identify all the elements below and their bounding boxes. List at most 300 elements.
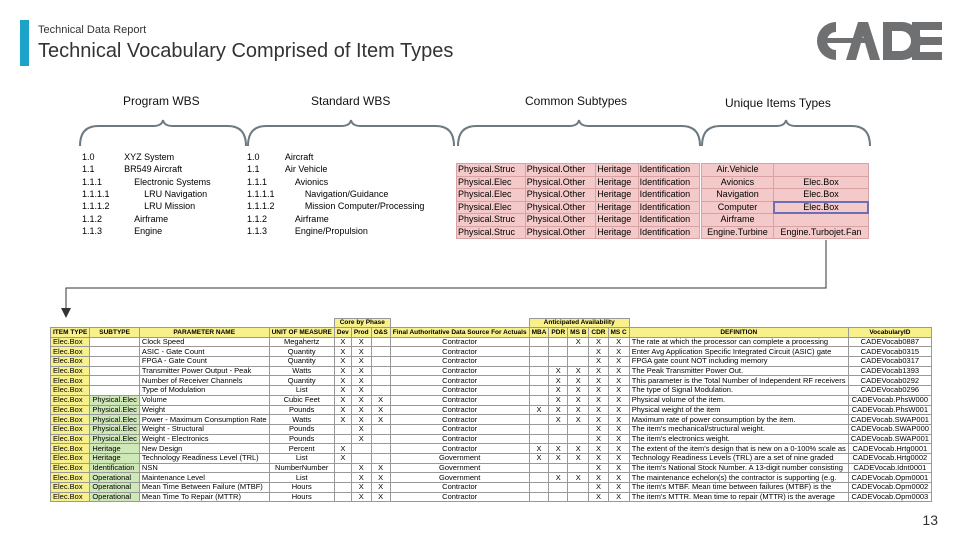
detail-cell bbox=[549, 434, 568, 444]
unique-items-table bbox=[701, 163, 869, 239]
detail-cell: Quantity bbox=[269, 357, 334, 367]
detail-cell: Weight - Electronics bbox=[139, 434, 269, 444]
detail-cell bbox=[371, 376, 390, 386]
detail-cell bbox=[549, 357, 568, 367]
detail-cell: X bbox=[351, 337, 371, 347]
detail-cell bbox=[549, 347, 568, 357]
table-row bbox=[51, 366, 932, 376]
detail-cell bbox=[529, 376, 549, 386]
detail-cell: X bbox=[371, 415, 390, 425]
detail-cell: X bbox=[351, 434, 371, 444]
detail-cell bbox=[568, 492, 589, 502]
wbs-code: 1.0 bbox=[247, 152, 260, 163]
unique-item-row bbox=[702, 201, 869, 214]
subtype-cell: Physical.Other bbox=[525, 176, 595, 189]
detail-cell: Elec.Box bbox=[51, 376, 90, 386]
detail-cell: Volume bbox=[139, 395, 269, 405]
wbs-row bbox=[80, 225, 243, 237]
detail-cell: X bbox=[608, 357, 629, 367]
wbs-code: 1.1.3 bbox=[247, 225, 268, 236]
detail-cell bbox=[529, 483, 549, 493]
unique-item-cell: Avionics bbox=[702, 176, 774, 189]
unique-items-brace bbox=[700, 118, 872, 148]
common-subtypes-table bbox=[456, 163, 700, 239]
page-number: 13 bbox=[922, 512, 938, 528]
subtype-row bbox=[457, 164, 700, 177]
detail-cell: X bbox=[589, 463, 608, 473]
detail-header-cell: SUBTYPE bbox=[90, 328, 140, 338]
detail-cell: Elec.Box bbox=[51, 483, 90, 493]
subtype-cell: Physical.Elec bbox=[457, 201, 526, 214]
detail-cell: X bbox=[608, 463, 629, 473]
unique-items-label: Unique Items Types bbox=[725, 96, 831, 110]
subtype-cell: Heritage bbox=[596, 201, 638, 214]
detail-cell: X bbox=[549, 453, 568, 463]
wbs-code: 1.1.1.1 bbox=[247, 189, 275, 200]
wbs-name: Electronic Systems bbox=[134, 176, 211, 187]
unique-item-row bbox=[702, 226, 869, 239]
detail-cell: X bbox=[549, 376, 568, 386]
detail-cell: Operational bbox=[90, 483, 140, 493]
detail-cell: Clock Speed bbox=[139, 337, 269, 347]
table-row bbox=[51, 337, 932, 347]
detail-cell: X bbox=[334, 415, 351, 425]
detail-cell: Pounds bbox=[269, 434, 334, 444]
wbs-row bbox=[80, 151, 243, 163]
wbs-code: 1.1 bbox=[247, 164, 260, 175]
detail-cell: Government bbox=[390, 473, 529, 483]
detail-cell: Physical.Elec bbox=[90, 405, 140, 415]
detail-cell bbox=[529, 347, 549, 357]
detail-cell: Contractor bbox=[390, 337, 529, 347]
unique-item-cell: Engine.Turbojet.Fan bbox=[773, 226, 868, 239]
table-row bbox=[51, 347, 932, 357]
detail-cell: X bbox=[608, 453, 629, 463]
detail-cell: FPGA - Gate Count bbox=[139, 357, 269, 367]
detail-cell: X bbox=[529, 453, 549, 463]
detail-cell: X bbox=[608, 473, 629, 483]
detail-cell: CADEVocab.Hrtg0002 bbox=[848, 453, 931, 463]
detail-cell: X bbox=[351, 347, 371, 357]
unique-item-row bbox=[702, 176, 869, 189]
detail-header-cell: MBA bbox=[529, 328, 549, 338]
detail-cell: Elec.Box bbox=[51, 444, 90, 454]
detail-cell: CADEVocab.Opm0001 bbox=[848, 473, 931, 483]
wbs-code: 1.1.1.1 bbox=[82, 189, 110, 200]
detail-cell: X bbox=[371, 483, 390, 493]
subtype-cell: Physical.Other bbox=[525, 164, 595, 177]
detail-cell: Mean Time Between Failure (MTBF) bbox=[139, 483, 269, 493]
detail-cell: X bbox=[589, 415, 608, 425]
wbs-row bbox=[245, 212, 455, 224]
wbs-name: LRU Navigation bbox=[144, 189, 208, 200]
table-row bbox=[51, 405, 932, 415]
detail-cell: X bbox=[608, 386, 629, 396]
table-row bbox=[51, 463, 932, 473]
detail-cell: Hours bbox=[269, 492, 334, 502]
detail-cell: The Peak Transmitter Power Out. bbox=[629, 366, 848, 376]
program-wbs-label: Program WBS bbox=[123, 94, 200, 108]
detail-cell: X bbox=[568, 415, 589, 425]
program-wbs-table bbox=[80, 151, 243, 237]
detail-cell bbox=[371, 347, 390, 357]
table-row bbox=[51, 376, 932, 386]
wbs-name: XYZ System bbox=[124, 152, 175, 163]
detail-cell: X bbox=[351, 366, 371, 376]
subtype-row bbox=[457, 214, 700, 227]
detail-cell bbox=[371, 434, 390, 444]
detail-cell: Physical.Elec bbox=[90, 424, 140, 434]
detail-cell: X bbox=[568, 337, 589, 347]
detail-cell: Watts bbox=[269, 415, 334, 425]
detail-cell bbox=[549, 483, 568, 493]
table-row bbox=[51, 473, 932, 483]
table-row bbox=[51, 424, 932, 434]
detail-cell: CADEVocab0317 bbox=[848, 357, 931, 367]
detail-cell: Technology Readiness Level (TRL) bbox=[139, 453, 269, 463]
common-subtypes-label: Common Subtypes bbox=[525, 94, 628, 108]
detail-cell: X bbox=[568, 473, 589, 483]
detail-cell: X bbox=[334, 366, 351, 376]
detail-cell bbox=[529, 463, 549, 473]
detail-cell: X bbox=[589, 357, 608, 367]
wbs-code: 1.1.1 bbox=[247, 176, 268, 187]
detail-cell bbox=[529, 492, 549, 502]
detail-cell: Heritage bbox=[90, 453, 140, 463]
detail-cell bbox=[334, 483, 351, 493]
detail-cell: X bbox=[589, 483, 608, 493]
detail-cell: The extent of the item's design that is new on a 0-100% scale as bbox=[629, 444, 848, 454]
detail-cell: X bbox=[529, 405, 549, 415]
detail-cell bbox=[90, 386, 140, 396]
detail-cell: Pounds bbox=[269, 424, 334, 434]
unique-item-row bbox=[702, 214, 869, 227]
detail-cell: X bbox=[608, 395, 629, 405]
detail-cell: X bbox=[549, 366, 568, 376]
unique-item-cell: Elec.Box bbox=[773, 201, 868, 214]
detail-cell: Elec.Box bbox=[51, 424, 90, 434]
detail-cell: Elec.Box bbox=[51, 453, 90, 463]
detail-cell: CADEVocab.SWAP000 bbox=[848, 424, 931, 434]
detail-header-cell: Final Authoritative Data Source For Actuals bbox=[390, 328, 529, 338]
unique-item-cell bbox=[773, 214, 868, 227]
detail-cell: CADEVocab0315 bbox=[848, 347, 931, 357]
detail-cell: NumberNumber bbox=[269, 463, 334, 473]
wbs-name: Engine bbox=[134, 225, 163, 236]
elec-box-parameter-table bbox=[50, 318, 932, 502]
detail-cell bbox=[529, 357, 549, 367]
detail-cell bbox=[90, 366, 140, 376]
detail-cell: X bbox=[371, 395, 390, 405]
detail-cell: X bbox=[334, 395, 351, 405]
subtype-cell: Identification bbox=[638, 214, 699, 227]
detail-cell: X bbox=[589, 473, 608, 483]
detail-cell: Contractor bbox=[390, 366, 529, 376]
detail-cell: X bbox=[334, 337, 351, 347]
detail-cell: Cubic Feet bbox=[269, 395, 334, 405]
detail-cell: Contractor bbox=[390, 376, 529, 386]
detail-cell bbox=[568, 357, 589, 367]
table-row bbox=[51, 395, 932, 405]
detail-cell bbox=[529, 434, 549, 444]
detail-cell: X bbox=[549, 444, 568, 454]
detail-cell bbox=[568, 347, 589, 357]
wbs-name: Avionics bbox=[294, 176, 329, 187]
detail-cell: Heritage bbox=[90, 444, 140, 454]
detail-header-cell: VocabularyID bbox=[848, 328, 931, 338]
wbs-name: LRU Mission bbox=[144, 201, 196, 212]
detail-cell: X bbox=[334, 357, 351, 367]
page-title: Technical Vocabulary Comprised of Item Types bbox=[38, 40, 454, 62]
detail-cell bbox=[529, 395, 549, 405]
common-subtypes-brace bbox=[456, 118, 702, 148]
detail-cell: Watts bbox=[269, 366, 334, 376]
detail-cell: X bbox=[589, 424, 608, 434]
detail-cell: X bbox=[351, 395, 371, 405]
detail-header-cell: UNIT OF MEASURE bbox=[269, 328, 334, 338]
cade-logo bbox=[812, 16, 944, 66]
detail-cell: X bbox=[549, 386, 568, 396]
detail-cell: X bbox=[351, 492, 371, 502]
detail-cell bbox=[549, 492, 568, 502]
subtype-row bbox=[457, 226, 700, 239]
detail-cell: X bbox=[608, 337, 629, 347]
detail-cell: X bbox=[549, 473, 568, 483]
detail-cell: X bbox=[589, 366, 608, 376]
detail-cell: X bbox=[608, 483, 629, 493]
program-wbs-brace bbox=[78, 118, 248, 148]
detail-cell bbox=[334, 424, 351, 434]
detail-cell: X bbox=[351, 376, 371, 386]
detail-cell: CADEVocab.Idnt0001 bbox=[848, 463, 931, 473]
detail-cell bbox=[351, 444, 371, 454]
wbs-code: 1.0 bbox=[82, 152, 95, 163]
detail-cell: X bbox=[568, 395, 589, 405]
detail-cell: Type of Modulation bbox=[139, 386, 269, 396]
detail-cell: X bbox=[371, 473, 390, 483]
wbs-row bbox=[245, 188, 455, 200]
detail-cell: X bbox=[351, 405, 371, 415]
detail-cell: Elec.Box bbox=[51, 434, 90, 444]
wbs-name: Aircraft bbox=[284, 152, 314, 163]
subtype-cell: Physical.Elec bbox=[457, 176, 526, 189]
table-row bbox=[51, 434, 932, 444]
detail-cell: X bbox=[589, 337, 608, 347]
detail-header-cell: PARAMETER NAME bbox=[139, 328, 269, 338]
detail-cell: CADEVocab.Hrtg0001 bbox=[848, 444, 931, 454]
wbs-code: 1.1.2 bbox=[82, 213, 103, 224]
detail-cell: CADEVocab.Opm0003 bbox=[848, 492, 931, 502]
detail-cell: Elec.Box bbox=[51, 337, 90, 347]
unique-item-row bbox=[702, 164, 869, 177]
wbs-row bbox=[80, 176, 243, 188]
detail-cell: The rate at which the processor can complete a processing bbox=[629, 337, 848, 347]
detail-cell: X bbox=[568, 444, 589, 454]
subtype-cell: Identification bbox=[638, 189, 699, 202]
detail-cell bbox=[334, 463, 351, 473]
unique-item-cell: Computer bbox=[702, 201, 774, 214]
detail-cell: Quantity bbox=[269, 376, 334, 386]
detail-cell: X bbox=[608, 444, 629, 454]
detail-cell: The item's National Stock Number. A 13-digit number consisting bbox=[629, 463, 848, 473]
detail-header-cell: O&S bbox=[371, 328, 390, 338]
detail-cell: X bbox=[334, 376, 351, 386]
subtype-cell: Identification bbox=[638, 176, 699, 189]
detail-cell: Contractor bbox=[390, 395, 529, 405]
table-row bbox=[51, 444, 932, 454]
detail-cell bbox=[371, 366, 390, 376]
detail-cell: List bbox=[269, 386, 334, 396]
detail-cell bbox=[549, 463, 568, 473]
wbs-name: Airframe bbox=[294, 213, 329, 224]
wbs-code: 1.1.1.2 bbox=[82, 201, 110, 212]
detail-cell: ASIC - Gate Count bbox=[139, 347, 269, 357]
detail-cell: X bbox=[608, 347, 629, 357]
detail-cell bbox=[371, 386, 390, 396]
detail-cell: X bbox=[351, 386, 371, 396]
detail-cell bbox=[568, 434, 589, 444]
detail-cell: Hours bbox=[269, 483, 334, 493]
detail-cell: CADEVocab.Opm0002 bbox=[848, 483, 931, 493]
detail-cell: Contractor bbox=[390, 492, 529, 502]
detail-cell: X bbox=[351, 463, 371, 473]
wbs-row bbox=[80, 163, 243, 175]
detail-cell: Government bbox=[390, 453, 529, 463]
detail-cell: Government bbox=[390, 463, 529, 473]
detail-cell: X bbox=[529, 444, 549, 454]
detail-cell: NSN bbox=[139, 463, 269, 473]
detail-cell: The item's MTBF. Mean time between failures (MTBF) is the bbox=[629, 483, 848, 493]
detail-cell: FPGA gate count NOT including memory bbox=[629, 357, 848, 367]
detail-cell bbox=[529, 415, 549, 425]
detail-cell: CADEVocab.PhsW000 bbox=[848, 395, 931, 405]
subtype-cell: Physical.Other bbox=[525, 201, 595, 214]
detail-cell bbox=[371, 453, 390, 463]
detail-cell: Percent bbox=[269, 444, 334, 454]
unique-item-cell: Air.Vehicle bbox=[702, 164, 774, 177]
detail-cell: Operational bbox=[90, 473, 140, 483]
wbs-code: 1.1.2 bbox=[247, 213, 268, 224]
detail-cell: Mean Time To Repair (MTTR) bbox=[139, 492, 269, 502]
detail-cell bbox=[371, 357, 390, 367]
detail-cell: CADEVocab.SWAP001 bbox=[848, 434, 931, 444]
detail-cell: CADEVocab0292 bbox=[848, 376, 931, 386]
detail-cell: Contractor bbox=[390, 424, 529, 434]
detail-cell: X bbox=[568, 453, 589, 463]
detail-cell: X bbox=[371, 405, 390, 415]
detail-cell: X bbox=[371, 463, 390, 473]
detail-cell: Contractor bbox=[390, 415, 529, 425]
detail-cell: Maximum rate of power consumption by the item. bbox=[629, 415, 848, 425]
detail-cell bbox=[334, 434, 351, 444]
wbs-name: Airframe bbox=[134, 213, 169, 224]
wbs-row bbox=[245, 225, 455, 237]
detail-cell: CADEVocab0887 bbox=[848, 337, 931, 347]
detail-cell: The item's mechanical/structural weight. bbox=[629, 424, 848, 434]
detail-cell bbox=[549, 424, 568, 434]
subtype-cell: Identification bbox=[638, 226, 699, 239]
detail-cell bbox=[90, 337, 140, 347]
table-row bbox=[51, 386, 932, 396]
detail-cell: X bbox=[589, 395, 608, 405]
detail-cell: X bbox=[334, 444, 351, 454]
detail-cell: X bbox=[568, 376, 589, 386]
detail-cell: X bbox=[568, 405, 589, 415]
table-row bbox=[51, 483, 932, 493]
detail-cell: CADEVocab1393 bbox=[848, 366, 931, 376]
unique-item-cell bbox=[773, 164, 868, 177]
detail-cell bbox=[351, 453, 371, 463]
unique-item-row bbox=[702, 189, 869, 202]
core-by-phase-group: Core by Phase bbox=[334, 319, 390, 328]
detail-cell bbox=[371, 444, 390, 454]
detail-cell bbox=[90, 357, 140, 367]
detail-cell: X bbox=[608, 405, 629, 415]
detail-cell: CADEVocab.PhsW001 bbox=[848, 405, 931, 415]
detail-header-cell: Prod bbox=[351, 328, 371, 338]
unique-item-cell: Navigation bbox=[702, 189, 774, 202]
detail-cell: X bbox=[589, 405, 608, 415]
subtype-cell: Physical.Struc bbox=[457, 226, 526, 239]
elec-box-connector-arrow bbox=[56, 238, 832, 320]
detail-cell: Physical.Elec bbox=[90, 395, 140, 405]
detail-header-cell: Dev bbox=[334, 328, 351, 338]
subtype-cell: Physical.Elec bbox=[457, 189, 526, 202]
detail-header-cell: DEFINITION bbox=[629, 328, 848, 338]
detail-cell: The maintenance echelon(s) the contractor is supporting (e.g. bbox=[629, 473, 848, 483]
unique-item-cell: Airframe bbox=[702, 214, 774, 227]
detail-cell: The type of Signal Modulation. bbox=[629, 386, 848, 396]
anticipated-availability-group: Anticipated Availability bbox=[529, 319, 629, 328]
subtype-cell: Physical.Struc bbox=[457, 164, 526, 177]
detail-header-cell: ITEM TYPE bbox=[51, 328, 90, 338]
unique-item-cell: Elec.Box bbox=[773, 176, 868, 189]
detail-cell: X bbox=[351, 473, 371, 483]
detail-cell: Elec.Box bbox=[51, 463, 90, 473]
subtype-cell: Heritage bbox=[596, 164, 638, 177]
wbs-row bbox=[80, 188, 243, 200]
subtype-cell: Identification bbox=[638, 164, 699, 177]
detail-cell: X bbox=[549, 405, 568, 415]
detail-cell: Elec.Box bbox=[51, 473, 90, 483]
report-kicker: Technical Data Report bbox=[38, 24, 147, 36]
subtype-cell: Physical.Other bbox=[525, 226, 595, 239]
subtype-cell: Heritage bbox=[596, 214, 638, 227]
detail-cell: X bbox=[549, 415, 568, 425]
detail-cell: X bbox=[608, 434, 629, 444]
detail-cell: Physical volume of the item. bbox=[629, 395, 848, 405]
detail-cell: X bbox=[351, 357, 371, 367]
wbs-row bbox=[245, 163, 455, 175]
subtype-cell: Physical.Other bbox=[525, 214, 595, 227]
detail-cell: X bbox=[334, 405, 351, 415]
detail-cell: Transmitter Power Output - Peak bbox=[139, 366, 269, 376]
detail-cell: Megahertz bbox=[269, 337, 334, 347]
detail-cell: Pounds bbox=[269, 405, 334, 415]
subtype-cell: Physical.Other bbox=[525, 189, 595, 202]
detail-cell bbox=[529, 366, 549, 376]
detail-cell: X bbox=[568, 366, 589, 376]
detail-cell: Elec.Box bbox=[51, 347, 90, 357]
table-row bbox=[51, 453, 932, 463]
detail-cell: Technology Readiness Levels (TRL) are a set of nine graded bbox=[629, 453, 848, 463]
wbs-code: 1.1.1 bbox=[82, 176, 103, 187]
wbs-name: Engine/Propulsion bbox=[294, 225, 368, 236]
detail-cell: Elec.Box bbox=[51, 357, 90, 367]
detail-cell: X bbox=[589, 444, 608, 454]
detail-cell: X bbox=[589, 434, 608, 444]
detail-cell: X bbox=[608, 492, 629, 502]
